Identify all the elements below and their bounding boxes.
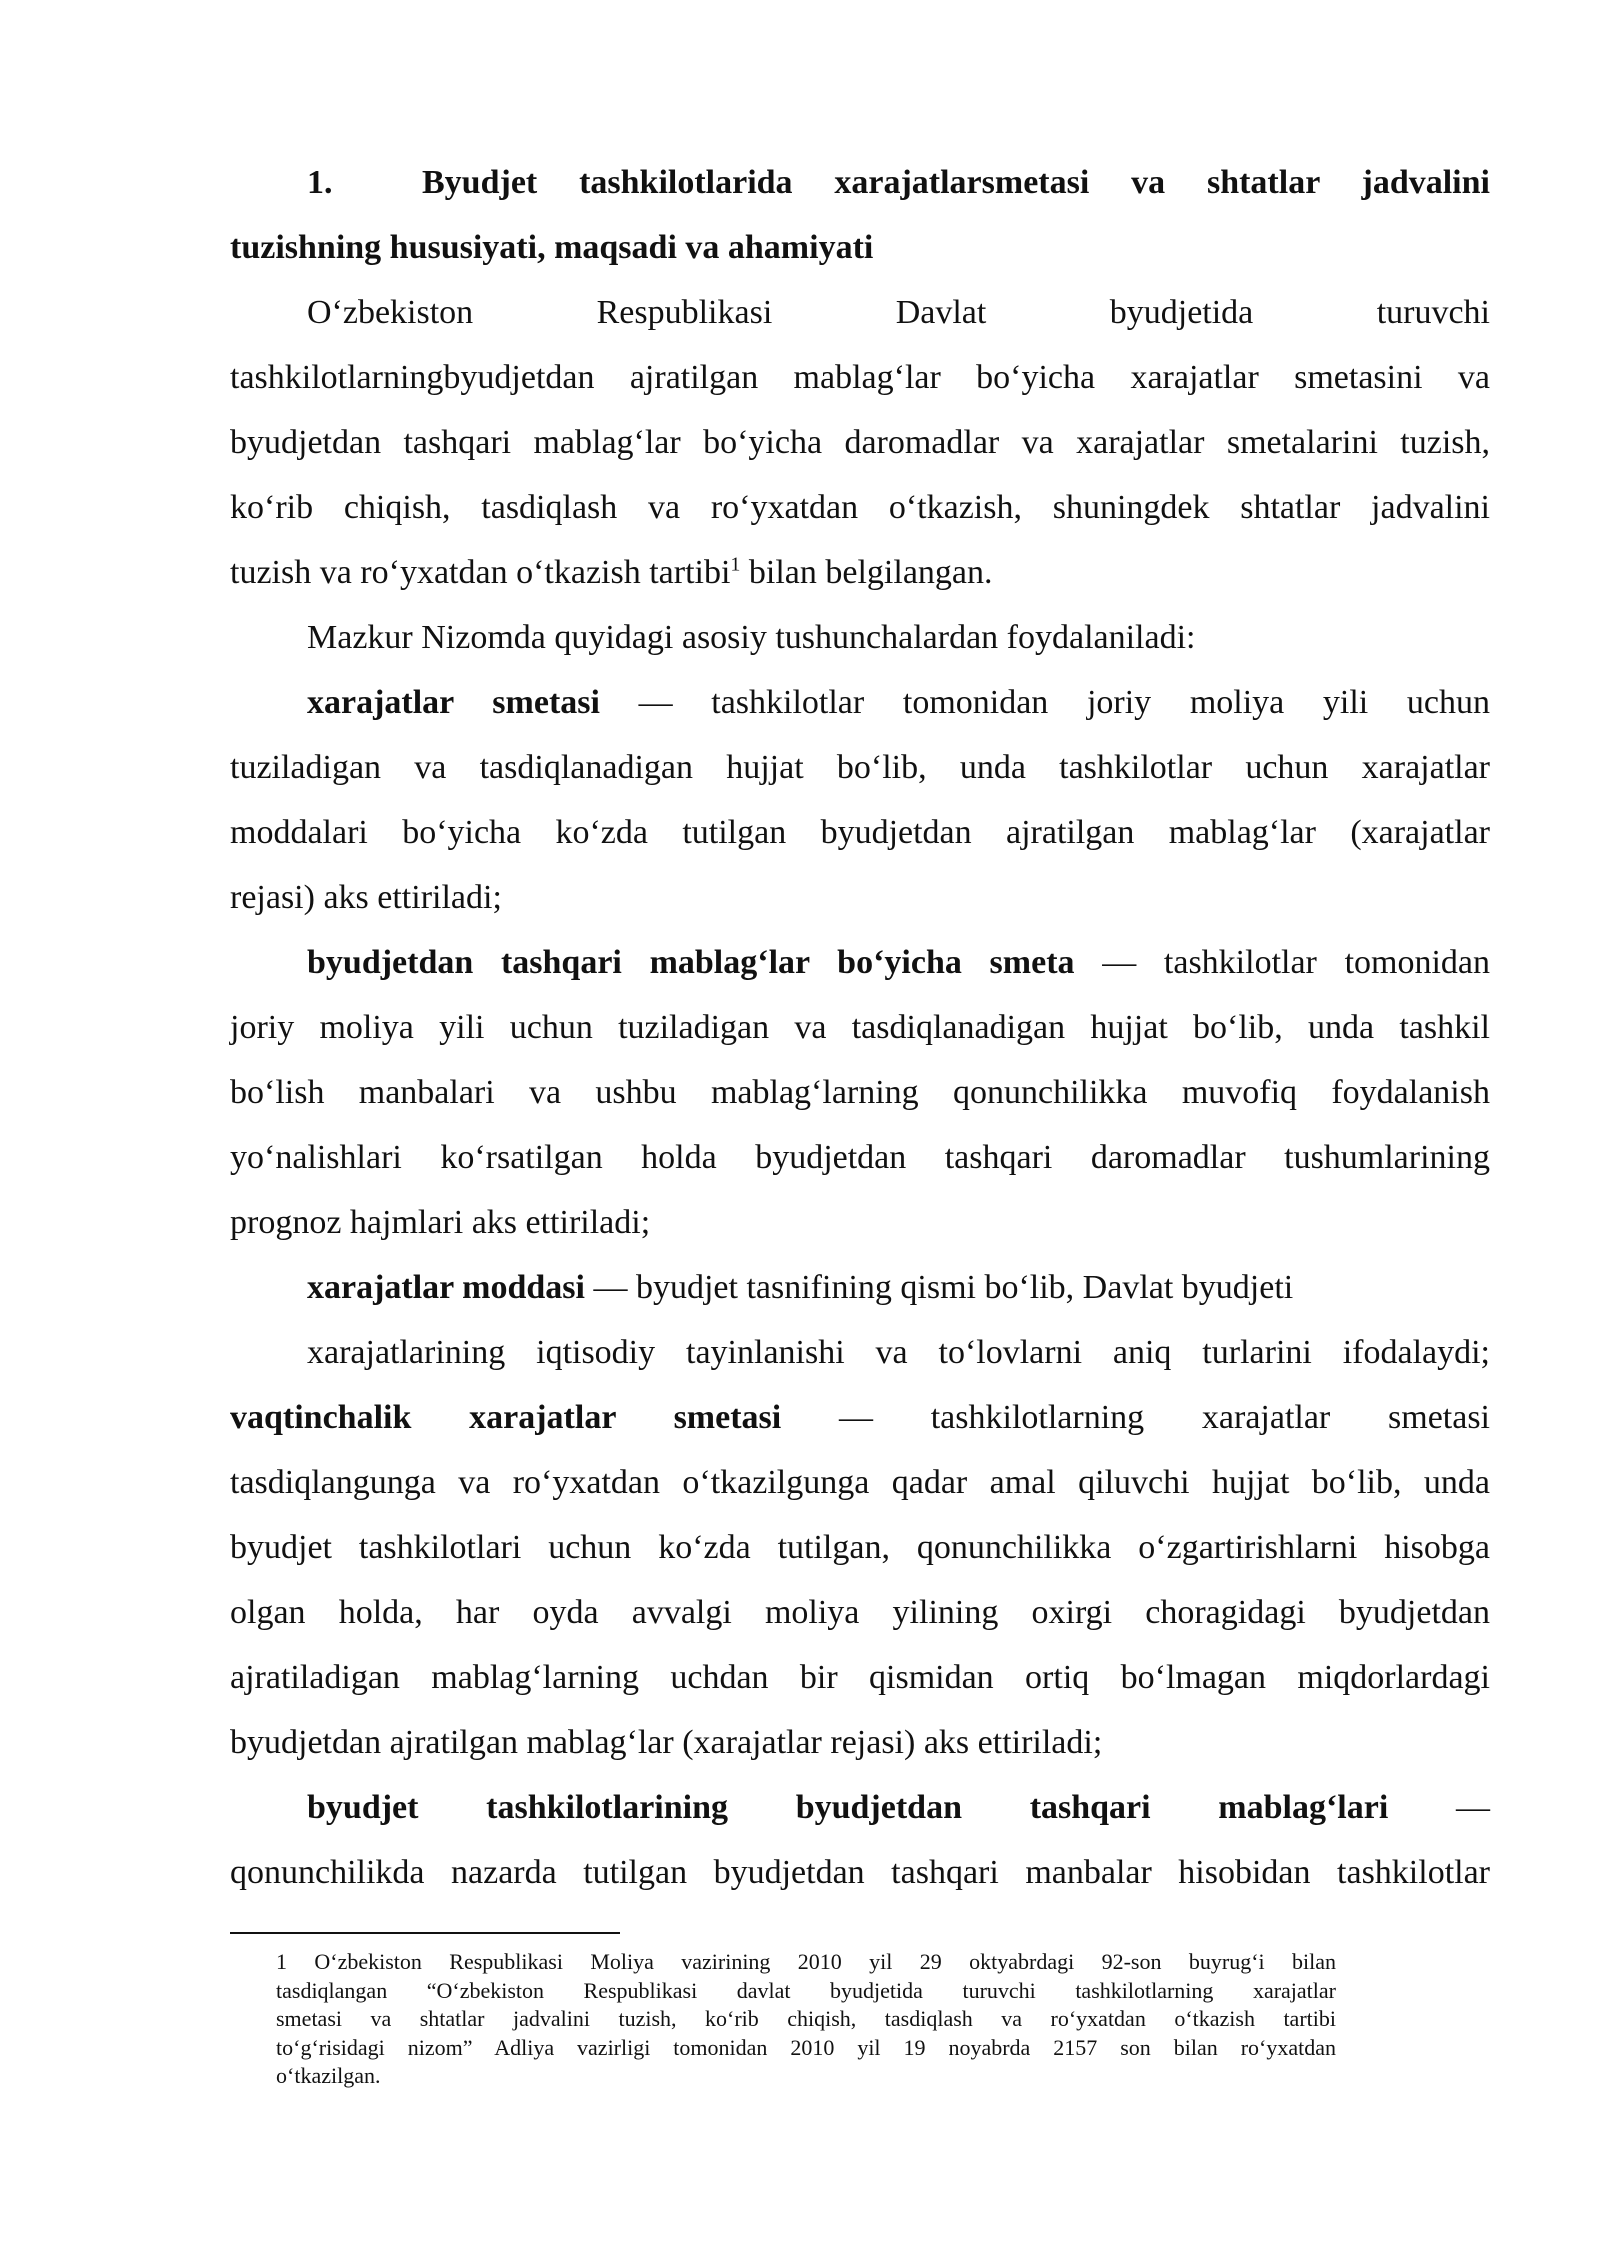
def5-line-1: [230, 1775, 1490, 1840]
def4-term: vaqtinchalik xarajatlar smetasi: [230, 1399, 782, 1436]
def4-line-1: [230, 1385, 1490, 1450]
para1-line-2: tashkilotlarningbyudjetdan ajratilgan mablag‘lar bo‘yicha xarajatlar smetasini va: [230, 359, 1490, 396]
para1-line-5: [230, 540, 1490, 605]
def3-line-1-rest: — byudjet tasnifining qismi bo‘lib, Davlat byudjeti: [584, 1269, 1294, 1306]
def2-line-2: joriy moliya yili uchun tuziladigan va tasdiqlanadigan hujjat bo‘lib, unda tashkil: [230, 1009, 1490, 1046]
def1-line-4: rejasi) aks ettiriladi;: [230, 879, 502, 916]
para1-line-4: ko‘rib chiqish, tasdiqlash va ro‘yxatdan o‘tkazish, shuningdek shtatlar jadvalini: [230, 489, 1490, 526]
para1-line-5-end: bilan belgilangan.: [740, 554, 993, 591]
footnote-divider: [230, 1932, 620, 1934]
para1-line-5-text: tuzish va ro‘yxatdan o‘tkazish tartibi: [230, 554, 731, 591]
def1-term: xarajatlar smetasi: [307, 684, 600, 721]
def4-line-3: byudjet tashkilotlari uchun ko‘zda tutilgan, qonunchilikka o‘zgartirishlarni hisobga: [230, 1529, 1490, 1566]
para1-line-3: byudjetdan tashqari mablag‘lar bo‘yicha daromadlar va xarajatlar smetalarini tuzish,: [230, 424, 1490, 461]
para1-line-1: O‘zbekiston Respublikasi Davlat byudjetida turuvchi: [307, 294, 1490, 331]
def4-line-4: olgan holda, har oyda avvalgi moliya yilining oxirgi choragidagi byudjetdan: [230, 1594, 1490, 1631]
def2-line-1: [230, 930, 1490, 995]
footnote-ref[interactable]: 1: [730, 553, 741, 576]
def5-line-1-rest: —: [1388, 1789, 1490, 1826]
footnote-line-2: tasdiqlangan “O‘zbekiston Respublikasi davlat byudjetida turuvchi tashkilotlarning xarajatlar: [276, 1977, 1336, 2003]
heading-line-2: tuzishning hususiyati, maqsadi va ahamiyati: [230, 229, 874, 266]
def5-term: byudjet tashkilotlarining byudjetdan tashqari mablag‘lari: [307, 1789, 1389, 1826]
footnote-line-5: o‘tkazilgan.: [276, 2063, 381, 2088]
body-text: [230, 150, 1490, 1905]
def1-line-2: tuziladigan va tasdiqlanadigan hujjat bo‘lib, unda tashkilotlar uchun xarajatlar: [230, 749, 1490, 786]
def2-term: byudjetdan tashqari mablag‘lar bo‘yicha smeta: [307, 944, 1075, 981]
def3-term: xarajatlar moddasi: [307, 1269, 585, 1306]
para2-line-1: Mazkur Nizomda quyidagi asosiy tushunchalardan foydalaniladi:: [307, 619, 1196, 656]
heading-number: 1.: [307, 164, 333, 201]
def4-line-2: tasdiqlangunga va ro‘yxatdan o‘tkazilgunga qadar amal qiluvchi hujjat bo‘lib, unda: [230, 1464, 1490, 1501]
def1-line-1-rest: — tashkilotlar tomonidan joriy moliya yili uchun: [599, 684, 1490, 721]
def1-line-3: moddalari bo‘yicha ko‘zda tutilgan byudjetdan ajratilgan mablag‘lar (xarajatlar: [230, 814, 1490, 851]
def2-line-1-rest: — tashkilotlar tomonidan: [1074, 944, 1490, 981]
footnote: [276, 1948, 1336, 2091]
def2-line-5: prognoz hajmlari aks ettiriladi;: [230, 1204, 651, 1241]
def3-line-1: [230, 1255, 1490, 1320]
footnote-line-3: smetasi va shtatlar jadvalini tuzish, ko‘rib chiqish, tasdiqlash va ro‘yxatdan o‘tkazish tartibi: [276, 2006, 1336, 2031]
def5-line-2: qonunchilikda nazarda tutilgan byudjetdan tashqari manbalar hisobidan tashkilotlar: [230, 1854, 1490, 1891]
def2-line-3: bo‘lish manbalari va ushbu mablag‘larning qonunchilikka muvofiq foydalanish: [230, 1074, 1490, 1111]
heading-line-1: Byudjet tashkilotlarida xarajatlarsmetasi va shtatlar jadvalini: [422, 164, 1490, 201]
section-heading: [230, 150, 1490, 215]
def4-line-1-rest: — tashkilotlarning xarajatlar smetasi: [781, 1399, 1490, 1436]
def2-line-4: yo‘nalishlari ko‘rsatilgan holda byudjetdan tashqari daromadlar tushumlarining: [230, 1139, 1490, 1176]
def1-line-1: [230, 670, 1490, 735]
def3-line-2: xarajatlarining iqtisodiy tayinlanishi va to‘lovlarni aniq turlarini ifodalaydi;: [307, 1334, 1490, 1371]
def4-line-5: ajratiladigan mablag‘larning uchdan bir qismidan ortiq bo‘lmagan miqdorlardagi: [230, 1659, 1490, 1696]
footnote-line-1: 1 O‘zbekiston Respublikasi Moliya vazirining 2010 yil 29 oktyabrdagi 92-son buyrug‘i bilan: [276, 1949, 1336, 1974]
def4-line-6: byudjetdan ajratilgan mablag‘lar (xarajatlar rejasi) aks ettiriladi;: [230, 1724, 1103, 1761]
footnote-line-4: to‘g‘risidagi nizom” Adliya vazirligi tomonidan 2010 yil 19 noyabrda 2157 son bilan ro‘yxatdan: [276, 2034, 1336, 2060]
